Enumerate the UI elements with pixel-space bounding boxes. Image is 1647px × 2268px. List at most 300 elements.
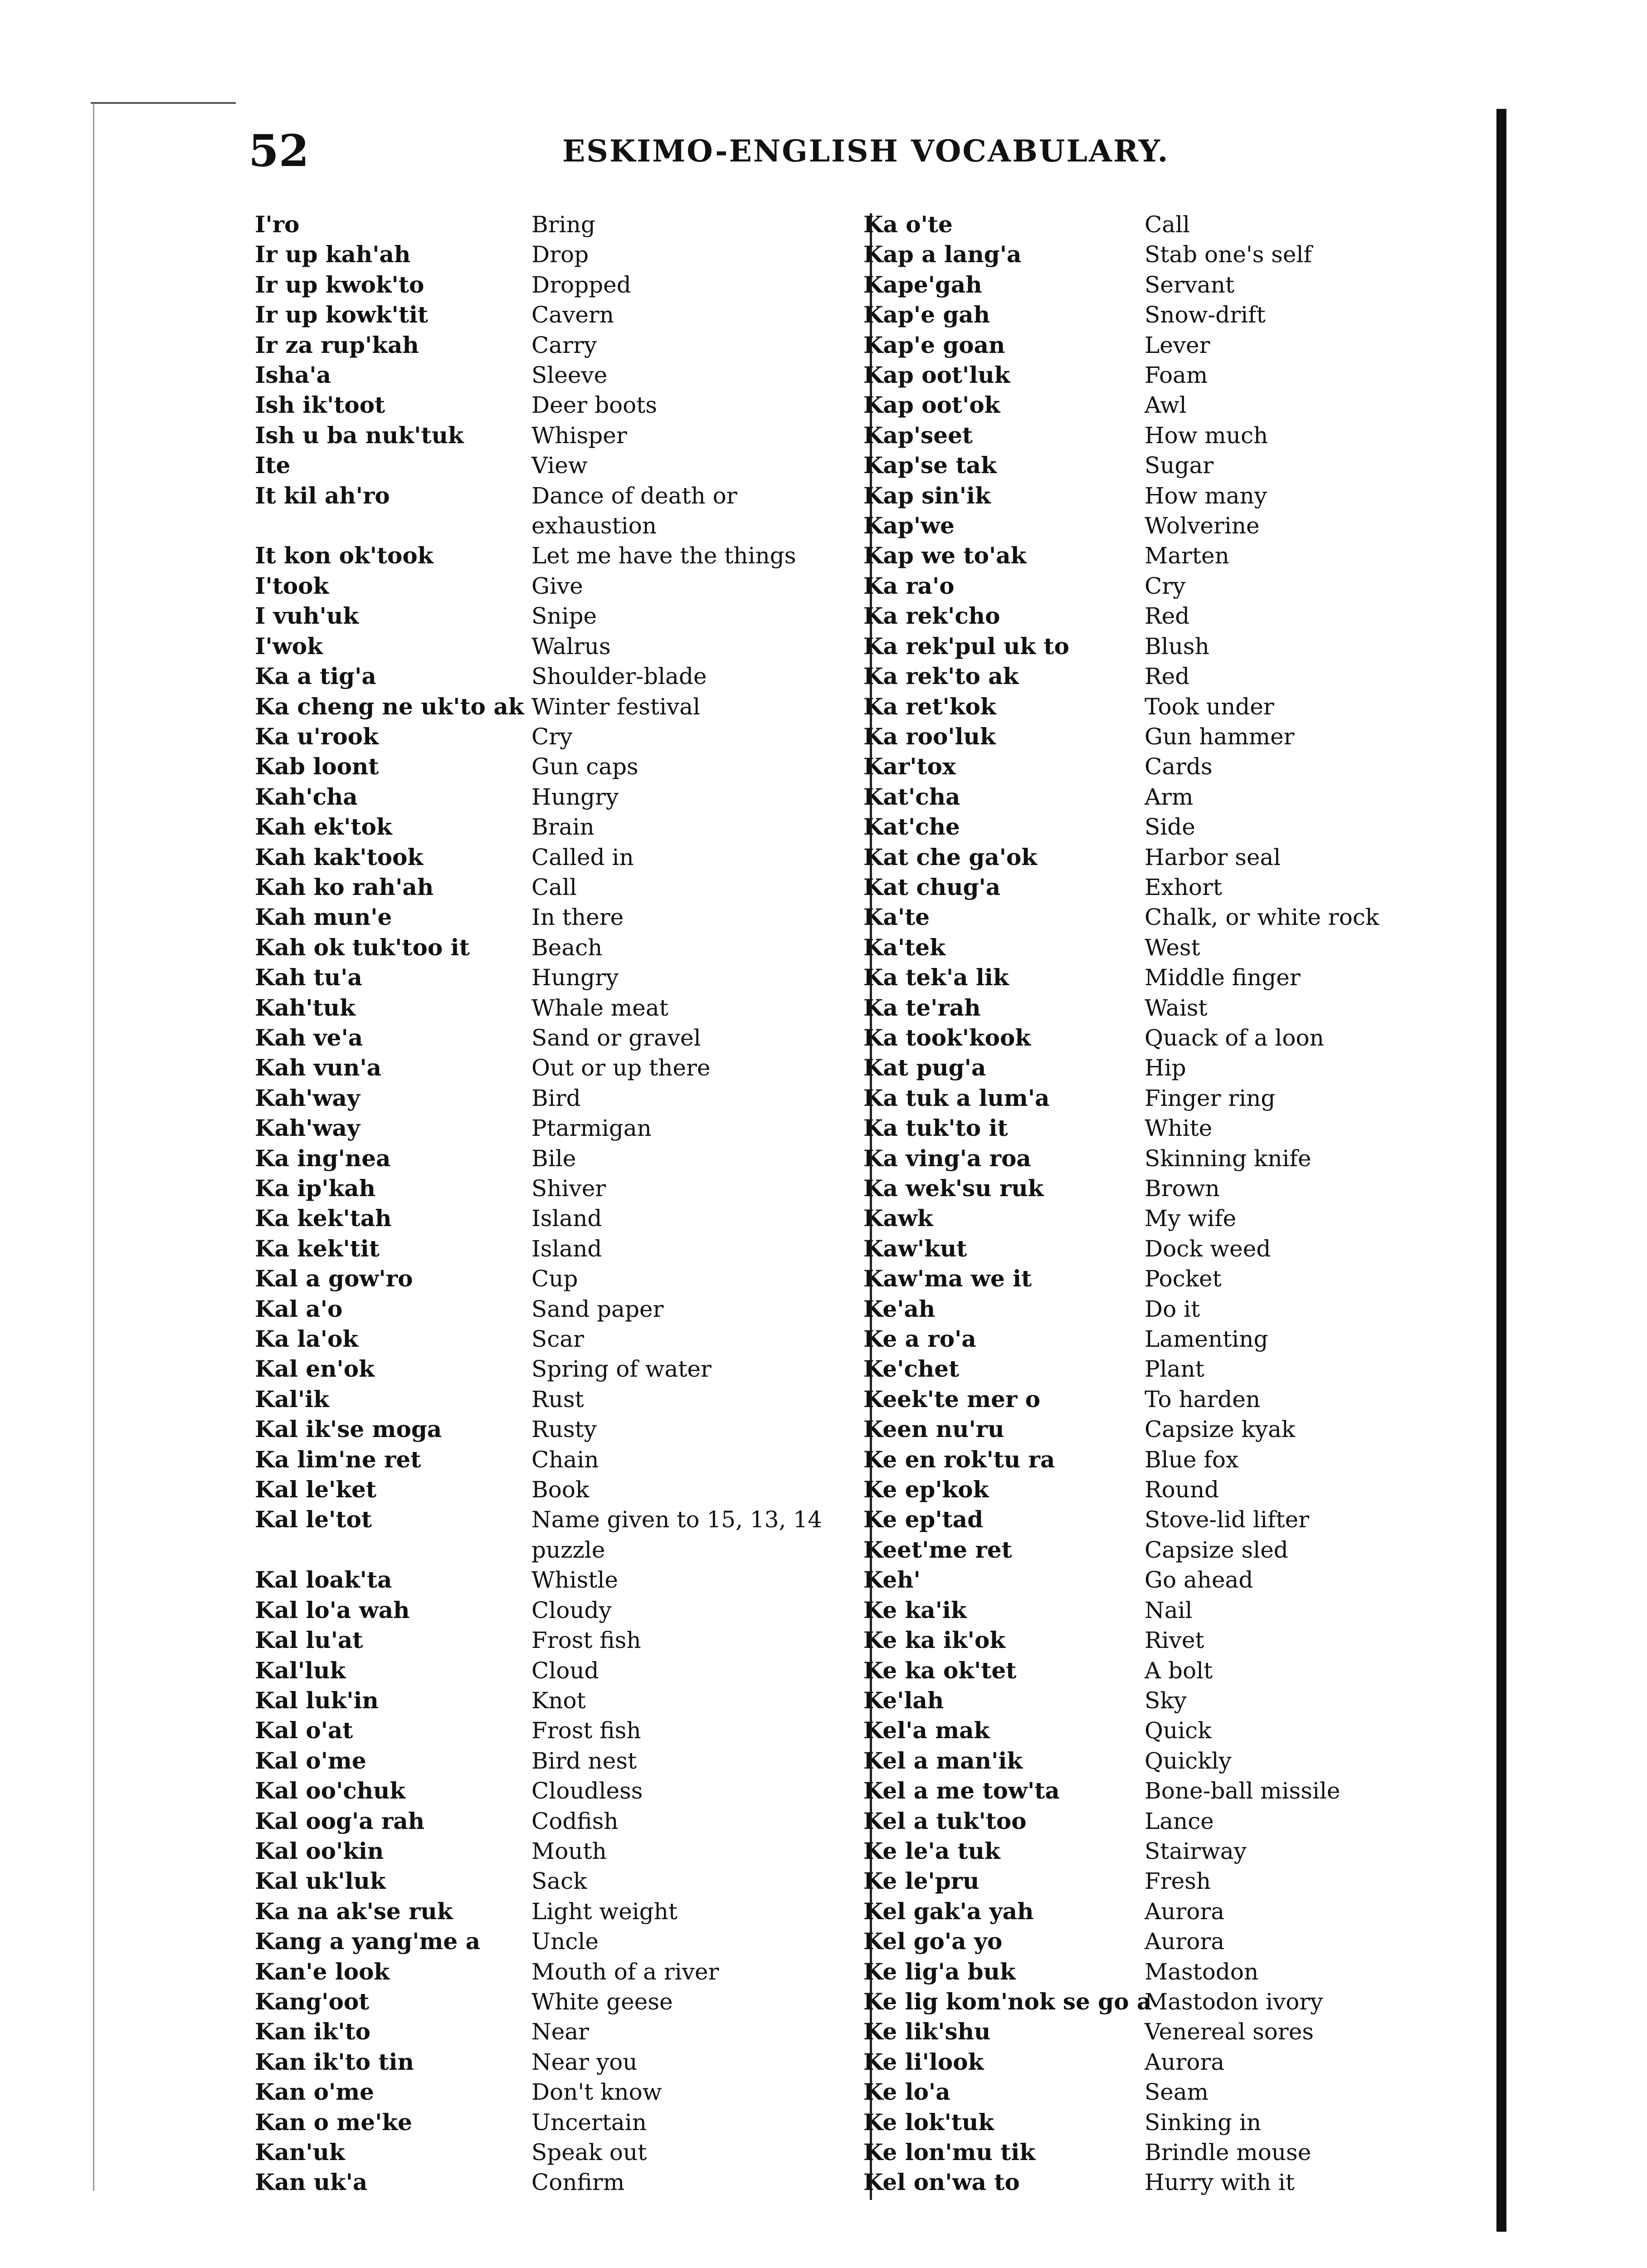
english-gloss: Awl <box>1145 392 1187 419</box>
english-gloss: Round <box>1145 1476 1219 1503</box>
vocabulary-entry <box>861 360 1486 390</box>
vocabulary-entry <box>861 450 1486 480</box>
english-gloss: Cry <box>531 723 573 750</box>
vocabulary-entry <box>861 541 1486 571</box>
eskimo-term: Kap'se tak <box>863 452 997 479</box>
eskimo-term: It kon ok'took <box>255 542 434 569</box>
vocabulary-entry <box>255 1716 858 1745</box>
page-edge-rule <box>1496 109 1506 2232</box>
english-gloss: Spring of water <box>531 1356 711 1383</box>
eskimo-term: Ke ep'tad <box>863 1506 984 1533</box>
eskimo-term: Ka ing'nea <box>255 1144 391 1172</box>
english-gloss: Capsize kyak <box>1145 1416 1296 1443</box>
vocabulary-entry <box>861 1414 1486 1444</box>
eskimo-term: Ka kek'tah <box>255 1205 392 1232</box>
eskimo-term: Keet'me ret <box>863 1536 1012 1563</box>
eskimo-term: Kel a tuk'too <box>863 1807 1027 1834</box>
english-gloss: Red <box>1145 663 1190 690</box>
english-gloss: Do it <box>1145 1295 1200 1322</box>
english-gloss: Book <box>531 1476 590 1503</box>
eskimo-term: Keek'te mer o <box>863 1385 1041 1413</box>
vocabulary-entry <box>861 390 1486 420</box>
english-gloss: How many <box>1145 482 1267 509</box>
eskimo-term: Kah'way <box>255 1084 361 1111</box>
top-rule <box>91 102 236 104</box>
eskimo-term: Kah'way <box>255 1114 361 1142</box>
eskimo-term: Kal o'me <box>255 1747 366 1774</box>
english-gloss: Cloudless <box>531 1778 643 1804</box>
vocabulary-entry <box>861 1234 1486 1264</box>
vocabulary-entry <box>861 782 1486 812</box>
eskimo-term: Kat che ga'ok <box>863 843 1038 870</box>
eskimo-term: Kang a yang'me a <box>255 1928 480 1955</box>
eskimo-term: Kap'seet <box>863 421 973 449</box>
english-gloss: Side <box>1145 814 1195 841</box>
english-gloss: Sand or gravel <box>531 1024 701 1051</box>
english-gloss: Called in <box>531 844 634 870</box>
vocabulary-entry <box>861 1144 1486 1173</box>
eskimo-term: Kal oo'chuk <box>255 1777 406 1804</box>
vocabulary-entry <box>861 1746 1486 1776</box>
right-column <box>861 210 1486 2198</box>
english-gloss: Arm <box>1145 783 1194 810</box>
english-gloss: Middle finger <box>1145 964 1301 991</box>
eskimo-term: Kan o me'ke <box>255 2108 412 2136</box>
vocabulary-entry <box>255 1083 858 1113</box>
vocabulary-entry <box>861 1987 1486 2017</box>
english-gloss: Shoulder-blade <box>531 663 707 690</box>
vocabulary-entry <box>255 481 858 541</box>
english-gloss: Capsize sled <box>1145 1536 1288 1563</box>
english-gloss: Near <box>531 2019 590 2045</box>
vocabulary-entry <box>255 240 858 269</box>
eskimo-term: Isha'a <box>255 362 331 389</box>
vocabulary-entry <box>255 1384 858 1414</box>
english-gloss: Quick <box>1145 1717 1212 1744</box>
english-gloss: Brindle mouse <box>1145 2139 1311 2165</box>
english-gloss: Bile <box>531 1145 576 1172</box>
english-gloss: Shiver <box>531 1175 606 1202</box>
eskimo-term: Keh' <box>863 1566 921 1593</box>
left-margin-rule <box>93 104 94 2191</box>
english-gloss: Frost fish <box>531 1627 641 1654</box>
english-gloss: Sky <box>1145 1687 1187 1714</box>
vocabulary-entry <box>255 1414 858 1444</box>
eskimo-term: Ir up kowk'tit <box>255 301 429 328</box>
vocabulary-entry <box>861 631 1486 661</box>
eskimo-term: Kan uk'a <box>255 2169 368 2196</box>
vocabulary-entry <box>861 270 1486 300</box>
vocabulary-entry <box>255 1987 858 2017</box>
eskimo-term: Kab loont <box>255 753 379 780</box>
eskimo-term: Keen nu'ru <box>863 1416 1004 1443</box>
vocabulary-entry <box>255 812 858 842</box>
english-gloss: Call <box>531 874 577 900</box>
vocabulary-entry <box>861 1656 1486 1686</box>
eskimo-term: Ke'lah <box>863 1686 944 1714</box>
english-gloss: Stab one's self <box>1145 241 1312 268</box>
eskimo-term: Ka rek'to ak <box>863 663 1019 690</box>
vocabulary-entry <box>255 692 858 722</box>
eskimo-term: Ka ving'a roa <box>863 1144 1031 1172</box>
english-gloss: Out or up there <box>531 1055 711 1081</box>
eskimo-term: Ke'ah <box>863 1295 936 1322</box>
english-gloss: To harden <box>1145 1386 1261 1413</box>
vocabulary-entry <box>255 1625 858 1655</box>
english-gloss: Skinning knife <box>1145 1145 1311 1172</box>
english-gloss: Cavern <box>531 302 614 328</box>
english-gloss: Hip <box>1145 1055 1186 1081</box>
english-gloss: A bolt <box>1145 1657 1213 1684</box>
vocabulary-entry <box>255 963 858 992</box>
vocabulary-entry <box>861 1384 1486 1414</box>
english-gloss: Bring <box>531 211 595 238</box>
eskimo-term: Kaw'kut <box>863 1235 967 1262</box>
vocabulary-entry <box>861 812 1486 842</box>
eskimo-term: Ka lim'ne ret <box>255 1446 421 1473</box>
english-gloss: Whisper <box>531 422 627 449</box>
eskimo-term: Kat'cha <box>863 783 960 810</box>
english-gloss: How much <box>1145 422 1268 449</box>
eskimo-term: Kan'uk <box>255 2139 345 2165</box>
english-gloss: Foam <box>1145 362 1208 389</box>
eskimo-term: Kan ik'to tin <box>255 2048 414 2075</box>
english-gloss: Snipe <box>531 603 597 630</box>
vocabulary-entry <box>255 1354 858 1384</box>
english-gloss: Codfish <box>531 1808 619 1834</box>
vocabulary-entry <box>861 330 1486 360</box>
english-gloss: Hungry <box>531 964 619 991</box>
vocabulary-entry <box>861 2077 1486 2107</box>
english-gloss: Name given to 15, 13, 14 puzzle <box>531 1506 822 1563</box>
eskimo-term: Ke lo'a <box>863 2078 950 2106</box>
english-gloss: Cry <box>1145 572 1186 599</box>
vocabulary-entry <box>861 963 1486 992</box>
eskimo-term: Kat pug'a <box>863 1054 986 1081</box>
vocabulary-entry <box>861 902 1486 932</box>
eskimo-term: Kawk <box>863 1205 933 1232</box>
english-gloss: Pocket <box>1145 1266 1222 1292</box>
english-gloss: Red <box>1145 603 1190 630</box>
eskimo-term: Kap sin'ik <box>863 482 991 509</box>
english-gloss: My wife <box>1145 1205 1237 1232</box>
vocabulary-entry <box>861 1836 1486 1866</box>
vocabulary-entry <box>255 1595 858 1625</box>
english-gloss: Aurora <box>1145 1928 1225 1955</box>
eskimo-term: Kap'we <box>863 512 955 539</box>
vocabulary-entry <box>255 2077 858 2107</box>
vocabulary-entry <box>861 1926 1486 1956</box>
vocabulary-entry <box>861 661 1486 691</box>
eskimo-term: Kal ik'se moga <box>255 1416 442 1443</box>
eskimo-term: Ke ep'kok <box>863 1476 989 1503</box>
eskimo-term: Ka took'kook <box>863 1024 1031 1051</box>
vocabulary-entry <box>861 1505 1486 1535</box>
english-gloss: Dock weed <box>1145 1235 1271 1262</box>
vocabulary-entry <box>255 872 858 902</box>
running-head: ESKIMO-ENGLISH VOCABULARY. <box>562 133 1169 169</box>
english-gloss: Ptarmigan <box>531 1115 652 1142</box>
vocabulary-entry <box>861 1324 1486 1354</box>
english-gloss: Scar <box>531 1326 584 1353</box>
vocabulary-entry <box>861 1716 1486 1745</box>
english-gloss: Quickly <box>1145 1747 1232 1774</box>
vocabulary-entry <box>861 1866 1486 1896</box>
eskimo-term: Ke ka ok'tet <box>863 1657 1017 1684</box>
english-gloss: Aurora <box>1145 1898 1225 1925</box>
english-gloss: Let me have the things <box>531 543 796 569</box>
english-gloss: Drop <box>531 241 589 268</box>
vocabulary-entry <box>255 270 858 300</box>
english-gloss: Cloudy <box>531 1597 612 1623</box>
vocabulary-entry <box>255 1475 858 1505</box>
english-gloss: Frost fish <box>531 1717 641 1744</box>
eskimo-term: Kah mun'e <box>255 904 392 931</box>
english-gloss: Sugar <box>1145 452 1214 479</box>
eskimo-term: Kap oot'luk <box>863 362 1010 389</box>
vocabulary-entry <box>255 1776 858 1806</box>
eskimo-term: Ka la'ok <box>255 1325 358 1353</box>
eskimo-term: Kah tu'a <box>255 964 362 991</box>
english-gloss: White geese <box>531 1988 673 2015</box>
vocabulary-entry <box>255 1897 858 1926</box>
vocabulary-entry <box>255 1023 858 1053</box>
vocabulary-entry <box>255 1836 858 1866</box>
eskimo-term: Ka rek'pul uk to <box>863 632 1069 660</box>
vocabulary-entry <box>861 752 1486 782</box>
english-gloss: Sand paper <box>531 1295 664 1322</box>
eskimo-term: Kap oot'ok <box>863 391 1000 419</box>
eskimo-term: Kat chug'a <box>863 873 1001 900</box>
english-gloss: Carry <box>531 332 597 358</box>
vocabulary-entry <box>861 1354 1486 1384</box>
eskimo-term: Kap'e gah <box>863 301 990 328</box>
vocabulary-entry <box>255 601 858 631</box>
eskimo-term: Kah ko rah'ah <box>255 873 434 900</box>
english-gloss: Took under <box>1145 693 1274 720</box>
vocabulary-entry <box>255 1806 858 1836</box>
vocabulary-entry <box>861 1445 1486 1475</box>
vocabulary-entry <box>255 933 858 963</box>
english-gloss: Venereal sores <box>1145 2019 1314 2045</box>
english-gloss: Quack of a loon <box>1145 1024 1324 1051</box>
vocabulary-entry <box>861 1595 1486 1625</box>
vocabulary-entry <box>861 420 1486 450</box>
vocabulary-entry <box>255 1234 858 1264</box>
vocabulary-entry <box>255 1926 858 1956</box>
eskimo-term: Kel'a mak <box>863 1717 990 1744</box>
eskimo-term: Kar'tox <box>863 753 956 780</box>
vocabulary-entry <box>861 1203 1486 1233</box>
eskimo-term: Kal le'ket <box>255 1476 376 1503</box>
eskimo-term: Ke en rok'tu ra <box>863 1446 1055 1473</box>
vocabulary-entry <box>861 240 1486 269</box>
english-gloss: Mastodon ivory <box>1145 1988 1323 2015</box>
vocabulary-entry <box>255 2167 858 2197</box>
vocabulary-entry <box>861 1264 1486 1294</box>
english-gloss: Don't know <box>531 2079 662 2106</box>
eskimo-term: Kal'ik <box>255 1385 329 1413</box>
eskimo-term: I'wok <box>255 632 323 660</box>
english-gloss: Rusty <box>531 1416 597 1443</box>
vocabulary-entry <box>255 1053 858 1083</box>
vocabulary-entry <box>861 2047 1486 2077</box>
eskimo-term: Ka ra'o <box>863 572 955 599</box>
eskimo-term: Ke li'look <box>863 2048 984 2075</box>
vocabulary-entry <box>255 1203 858 1233</box>
vocabulary-entry <box>861 842 1486 872</box>
english-gloss: Call <box>1145 211 1190 238</box>
english-gloss: Confirm <box>531 2169 625 2196</box>
english-gloss: Island <box>531 1235 602 1262</box>
english-gloss: In there <box>531 904 624 931</box>
english-gloss: Cloud <box>531 1657 599 1684</box>
vocabulary-entry <box>255 722 858 752</box>
english-gloss: Sleeve <box>531 362 608 389</box>
english-gloss: Bone-ball missile <box>1145 1778 1340 1804</box>
eskimo-term: Kel a man'ik <box>863 1747 1023 1774</box>
vocabulary-entry <box>255 993 858 1023</box>
english-gloss: Exhort <box>1145 874 1222 900</box>
english-gloss: Sinking in <box>1145 2109 1262 2136</box>
vocabulary-entry <box>861 993 1486 1023</box>
english-gloss: Whistle <box>531 1567 618 1593</box>
eskimo-term: Ite <box>255 452 291 479</box>
eskimo-term: Kaw'ma we it <box>863 1265 1032 1292</box>
english-gloss: Snow-drift <box>1145 302 1266 328</box>
eskimo-term: Kal luk'in <box>255 1686 379 1714</box>
english-gloss: Cards <box>1145 753 1213 780</box>
eskimo-term: Ka tuk a lum'a <box>863 1084 1050 1111</box>
eskimo-term: Ka cheng ne uk'to ak <box>255 693 524 720</box>
english-gloss: Dropped <box>531 271 631 298</box>
english-gloss: Seam <box>1145 2079 1209 2106</box>
vocabulary-entry <box>861 2137 1486 2167</box>
vocabulary-entry <box>861 1565 1486 1595</box>
english-gloss: Lamenting <box>1145 1326 1268 1353</box>
english-gloss: Stairway <box>1145 1838 1247 1864</box>
eskimo-term: Kal le'tot <box>255 1506 372 1533</box>
eskimo-term: Ish ik'toot <box>255 391 385 419</box>
vocabulary-entry <box>861 2107 1486 2137</box>
english-gloss: Gun caps <box>531 753 638 780</box>
eskimo-term: Kang'oot <box>255 1988 370 2015</box>
vocabulary-entry <box>255 842 858 872</box>
eskimo-term: Ka u'rook <box>255 723 379 750</box>
eskimo-term: Kal lu'at <box>255 1627 363 1654</box>
eskimo-term: Ke lik'shu <box>863 2018 991 2045</box>
eskimo-term: Ka rek'cho <box>863 602 1000 630</box>
english-gloss: Harbor seal <box>1145 844 1281 870</box>
eskimo-term: Ir za rup'kah <box>255 331 419 358</box>
eskimo-term: Ke ka ik'ok <box>863 1627 1005 1654</box>
eskimo-term: Ke lok'tuk <box>863 2108 994 2136</box>
eskimo-term: Kape'gah <box>863 271 982 298</box>
vocabulary-entry <box>255 1957 858 1987</box>
vocabulary-entry <box>861 722 1486 752</box>
english-gloss: Light weight <box>531 1898 678 1925</box>
eskimo-term: Kat'che <box>863 813 960 841</box>
english-gloss: Bird nest <box>531 1747 637 1774</box>
vocabulary-entry <box>255 300 858 330</box>
vocabulary-entry <box>861 511 1486 541</box>
eskimo-term: Ka ret'kok <box>863 693 996 720</box>
vocabulary-entry <box>255 571 858 601</box>
english-gloss: Deer boots <box>531 392 658 419</box>
english-gloss: Fresh <box>1145 1868 1211 1895</box>
eskimo-term: Ka kek'tit <box>255 1235 380 1262</box>
vocabulary-entry <box>861 1475 1486 1505</box>
eskimo-term: Ir up kwok'to <box>255 271 424 298</box>
english-gloss: View <box>531 452 588 479</box>
english-gloss: Mouth <box>531 1838 607 1864</box>
vocabulary-entry <box>861 1535 1486 1565</box>
english-gloss: Hungry <box>531 783 619 810</box>
eskimo-term: Kal loak'ta <box>255 1566 392 1593</box>
english-gloss: White <box>1145 1115 1213 1142</box>
english-gloss: Servant <box>1145 271 1235 298</box>
eskimo-term: Kel on'wa to <box>863 2169 1020 2196</box>
eskimo-term: Ka wek'su ruk <box>863 1175 1044 1202</box>
eskimo-term: Ka a tig'a <box>255 663 376 690</box>
vocabulary-entry <box>255 420 858 450</box>
english-gloss: Chain <box>531 1446 599 1473</box>
eskimo-term: Kal uk'luk <box>255 1867 386 1895</box>
english-gloss: Bird <box>531 1085 581 1111</box>
vocabulary-entry <box>861 601 1486 631</box>
eskimo-term: It kil ah'ro <box>255 482 390 509</box>
english-gloss: Blue fox <box>1145 1446 1239 1473</box>
english-gloss: Gun hammer <box>1145 723 1295 750</box>
vocabulary-entry <box>861 1625 1486 1655</box>
eskimo-term: Ka'tek <box>863 934 945 961</box>
english-gloss: Waist <box>1145 994 1208 1021</box>
vocabulary-entry <box>861 1897 1486 1926</box>
vocabulary-entry <box>255 902 858 932</box>
vocabulary-entry <box>255 1686 858 1716</box>
english-gloss: Hurry with it <box>1145 2169 1295 2196</box>
vocabulary-entry <box>255 2137 858 2167</box>
eskimo-term: Ke ka'ik <box>863 1596 967 1623</box>
eskimo-term: Ke le'pru <box>863 1867 979 1895</box>
vocabulary-entry <box>255 631 858 661</box>
eskimo-term: Ka te'rah <box>863 994 981 1021</box>
eskimo-term: I vuh'uk <box>255 602 359 630</box>
english-gloss: Beach <box>531 934 603 961</box>
vocabulary-entry <box>255 1113 858 1143</box>
vocabulary-entry <box>255 752 858 782</box>
eskimo-term: Ke lon'mu tik <box>863 2139 1035 2165</box>
eskimo-term: Kel go'a yo <box>863 1928 1003 1955</box>
vocabulary-entry <box>255 450 858 480</box>
eskimo-term: Ka tuk'to it <box>863 1114 1008 1142</box>
vocabulary-entry <box>861 1113 1486 1143</box>
eskimo-term: Kel a me tow'ta <box>863 1777 1060 1804</box>
vocabulary-entry <box>861 933 1486 963</box>
page-number: 52 <box>249 125 309 176</box>
eskimo-term: Kap a lang'a <box>863 241 1022 268</box>
eskimo-term: I'ro <box>255 211 300 238</box>
eskimo-term: Kan'e look <box>255 1958 390 1985</box>
eskimo-term: Kal oog'a rah <box>255 1807 425 1834</box>
vocabulary-entry <box>255 1505 858 1565</box>
eskimo-term: Kah'tuk <box>255 994 356 1021</box>
english-gloss: Brain <box>531 814 594 841</box>
english-gloss: Uncertain <box>531 2109 647 2136</box>
eskimo-term: Ka o'te <box>863 211 953 238</box>
english-gloss: Island <box>531 1205 602 1232</box>
vocabulary-entry <box>255 390 858 420</box>
